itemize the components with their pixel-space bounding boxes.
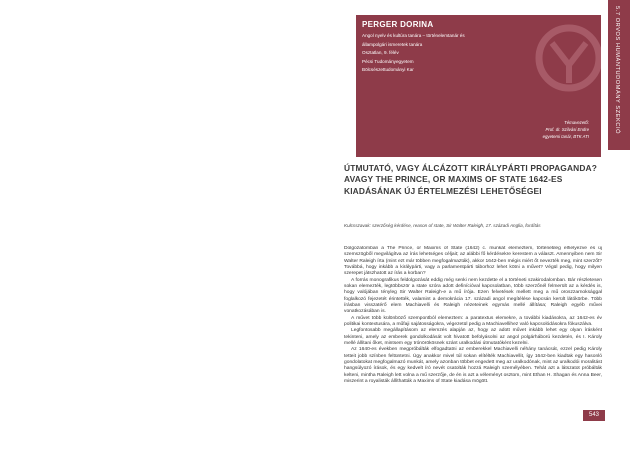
side-tab xyxy=(608,0,630,150)
mentor-label: Témavezető: xyxy=(564,120,589,125)
author-info xyxy=(362,32,532,75)
author-info-line: állampolgári ismeretek tanára xyxy=(362,41,423,47)
mentor-name: Prof. dr. Szilvási Endre xyxy=(545,127,589,132)
article-body xyxy=(344,246,602,418)
section-label: 5.7 ORVOS HUMÁNTUDOMÁNY SZEKCIÓ xyxy=(614,6,620,135)
author-info-line: Pécsi Tudományegyetem xyxy=(362,58,414,64)
university-logo-icon xyxy=(534,23,601,93)
paragraph: Az 1640-es években megpróbálták elfogadtatni az emberekkel Machiavelli néhány tanácsát, ezzel pedig Károly tetteit jobb színben feltüntetni. Úgy anakkor mivel túl sokan elítélték Machiavellit, így 1642-ben kiadtak egy hasonló gondolatokat megfogalmazó munkát, amely azonban többet engedett meg az uralkodónak, mint az uralkodói moralitást hangsúlyozó írások, és egy kedvelt író nevét csatolták hozzá Raleigh személyében. Tehát azt a látszatot próbálták kelteni, mintha Raleigh lett volna a mű szerzője, de én is azt a véleményt osztom, mint Ethan H. Shagan és Anna Beer, miszerint a royalisták állíthatták a Maxims of State kiadása mögött. xyxy=(344,347,602,384)
author-header xyxy=(356,15,601,157)
paragraph: Legfontosabb megállapításom az elemzés alapján az, hogy az adott művet inkább lehet egy olyan írásként tekinteni, amely az emberek gondolkodását volt hivatott befolyásolni az angol polgárháború kezdetén, és I. Károly mellé állítani őket, mintsem egy trónörökösnek szánt uralkodási útmutatóként kezelni. xyxy=(344,328,602,346)
page-number: 543 xyxy=(583,410,605,421)
author-info-line: Angol nyelv és kultúra tanára – történelemtanár és xyxy=(362,33,465,38)
author-info-line: Bölcsészettudományi Kar xyxy=(362,67,414,73)
mentor-title: egyetemi tanár, BTK ATI xyxy=(542,134,589,139)
author-info-line: Osztatlan, 9. félév xyxy=(362,50,399,56)
paragraph: A forrás monografikus feldolgozását eddig még senki nem kezdette el a történeti szakirodalomban. Bár részletesen sokan elemezték, legtöbbször a state szóra adott definícióval kapcsolatban, több szerzőnél felmerült az a kérdés is, hogy valójában tényleg Sir Walter Raleigh-e a mű írója. Ezen felvetések mellett meg a mű oroszzarnoksággal foglalkozó fejezetét érintették, valamint a demokrácia 17. századi angol megítélése kapcsán került látókörbe. Több írásban visszatérő elem Machiavelli és Raleigh nézeteinek egymás mellé állítása; Raleigh egyéb művei vonatkozásában is. xyxy=(344,277,602,315)
paragraph: Dolgozatomban a The Prince, or Maxims of State (1642) c. munkát elemeztem, történetileg elhelyezve és új szemszögből megvilágítva az írás lehetséges céljait; az alábbi fő kérdésekre kerestem a választ. Amennyiben nem Sir Walter Raleigh írta (mint ezt már többen megfogalmazták), akkor 1642-ben mégis miért őt nevezték meg, mint szerzőt? Továbbá, hogy inkább a királypárti, vagy a parlamentpárti táborhoz lehet kötni a művet? Végül pedig, hogy milyen szerepet játszhatott az írás a korban? xyxy=(344,246,602,277)
paragraph: A művet több különböző szempontból elemeztem: a paratextus elemekre, a további kiadásokra, az 1642-es év politikai kontextusára, a műfaji sajátosságokra, végezetül pedig a Machiavellihez való kapcsolódásokra fókuszálva. xyxy=(344,315,602,327)
keywords: Kulcsszavak: szerzőség kérdése, reason of state, Sir Walter Raleigh, 17. századi Anglia, fordítás xyxy=(344,223,541,228)
mentor-block xyxy=(543,119,589,140)
author-name: PERGER DORINA xyxy=(362,20,434,29)
article-title: ÚTMUTATÓ, VAGY ÁLCÁZOTT KIRÁLYPÁRTI PROPAGANDA? AVAGY THE PRINCE, OR MAXIMS OF STATE 1642-ES KIADÁSÁNAK ÚJ ÉRTELMEZÉSI LEHETŐSÉGEI xyxy=(344,163,598,196)
